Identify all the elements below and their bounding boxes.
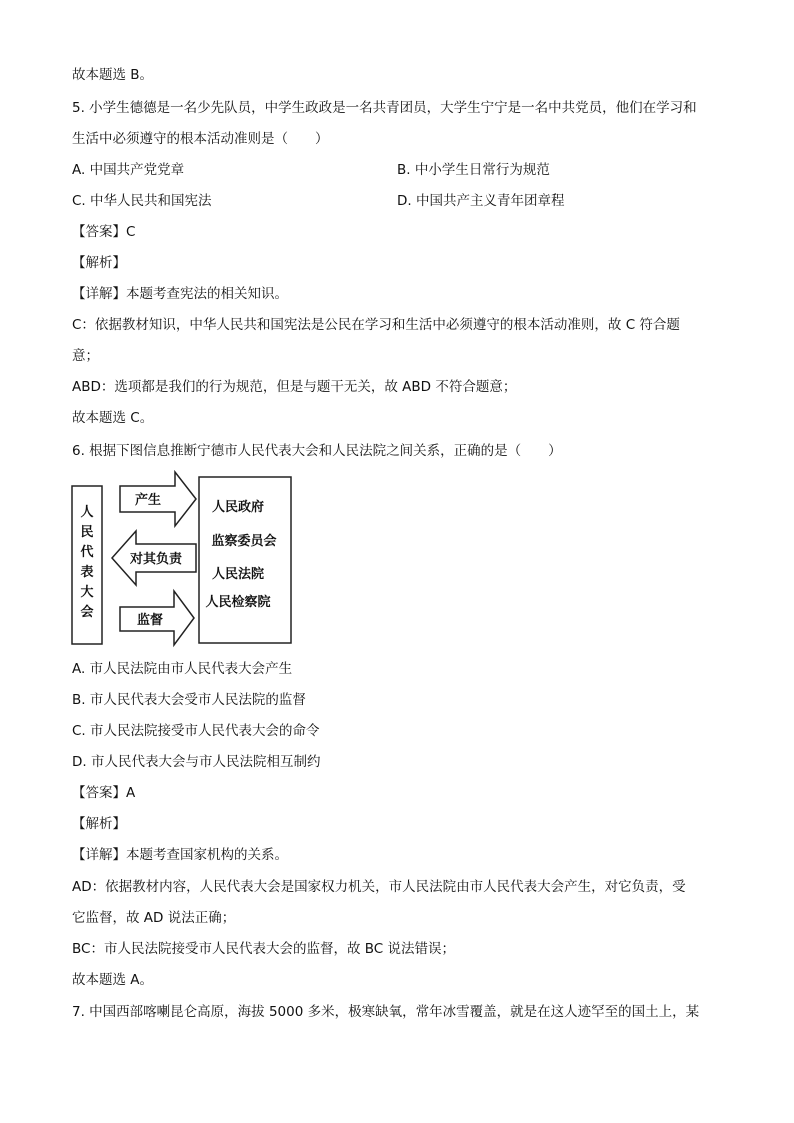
explanation-line: 意；	[72, 348, 99, 364]
question-5-stem-cont: 生活中必须遵守的根本活动准则是（ ）	[72, 131, 329, 147]
option-b: B. 中小学生日常行为规范	[397, 162, 550, 178]
conclusion-line: 故本题选 A。	[72, 972, 154, 988]
organ-government: 人民政府	[211, 500, 265, 515]
explanation-line: AD：依据教材内容，人民代表大会是国家权力机关，市人民法院由市人民代表大会产生，对它负责，受	[72, 879, 686, 895]
detail-line: 【详解】本题考查宪法的相关知识。	[72, 286, 288, 302]
supervise-label: 监督	[136, 613, 164, 628]
organ-procuratorate: 人民检察院	[205, 595, 271, 610]
analysis-label: 【解析】	[72, 816, 126, 832]
answer-label: 【答案】C	[72, 224, 136, 240]
question-7-stem: 7. 中国西部喀喇昆仑高原，海拔 5000 多米，极寒缺氧，常年冰雪覆盖，就是在这人迹罕至的国土上，某	[72, 1004, 700, 1020]
question-5-stem: 5. 小学生德德是一名少先队员，中学生政政是一名共青团员，大学生宁宁是一名中共党员，他们在学习和	[72, 100, 697, 116]
option-c: C. 市人民法院接受市人民代表大会的命令	[72, 723, 320, 739]
explanation-line: C：依据教材知识，中华人民共和国宪法是公民在学习和生活中必须遵守的根本活动准则，故 C 符合题	[72, 317, 680, 333]
option-a: A. 中国共产党党章	[72, 162, 185, 178]
responsible-label: 对其负责	[129, 552, 183, 567]
svg-text:代: 代	[80, 545, 94, 560]
answer-label: 【答案】A	[72, 785, 136, 801]
svg-text:大: 大	[80, 585, 94, 600]
option-d: D. 市人民代表大会与市人民法院相互制约	[72, 754, 321, 770]
option-c: C. 中华人民共和国宪法	[72, 193, 212, 209]
text-line: 故本题选 B。	[72, 67, 154, 83]
organ-court: 人民法院	[211, 567, 265, 582]
option-b: B. 市人民代表大会受市人民法院的监督	[72, 692, 306, 708]
option-d: D. 中国共产主义青年团章程	[397, 193, 565, 209]
conclusion-line: 故本题选 C。	[72, 410, 154, 426]
explanation-line: ABD：选项都是我们的行为规范，但是与题干无关，故 ABD 不符合题意；	[72, 379, 517, 395]
svg-text:民: 民	[80, 525, 94, 540]
analysis-label: 【解析】	[72, 255, 126, 271]
detail-line: 【详解】本题考查国家机构的关系。	[72, 847, 288, 863]
svg-text:人: 人	[80, 505, 94, 520]
option-a: A. 市人民法院由市人民代表大会产生	[72, 661, 293, 677]
svg-text:会: 会	[80, 605, 94, 620]
explanation-line: 它监督，故 AD 说法正确；	[72, 910, 236, 926]
explanation-line: BC：市人民法院接受市人民代表大会的监督，故 BC 说法错误；	[72, 941, 455, 957]
produce-label: 产生	[134, 493, 162, 508]
question-6-stem: 6. 根据下图信息推断宁德市人民代表大会和人民法院之间关系，正确的是（ ）	[72, 443, 562, 459]
organ-supervisory-commission: 监察委员会	[211, 534, 277, 549]
svg-text:表: 表	[80, 565, 94, 580]
institution-diagram	[70, 470, 300, 648]
